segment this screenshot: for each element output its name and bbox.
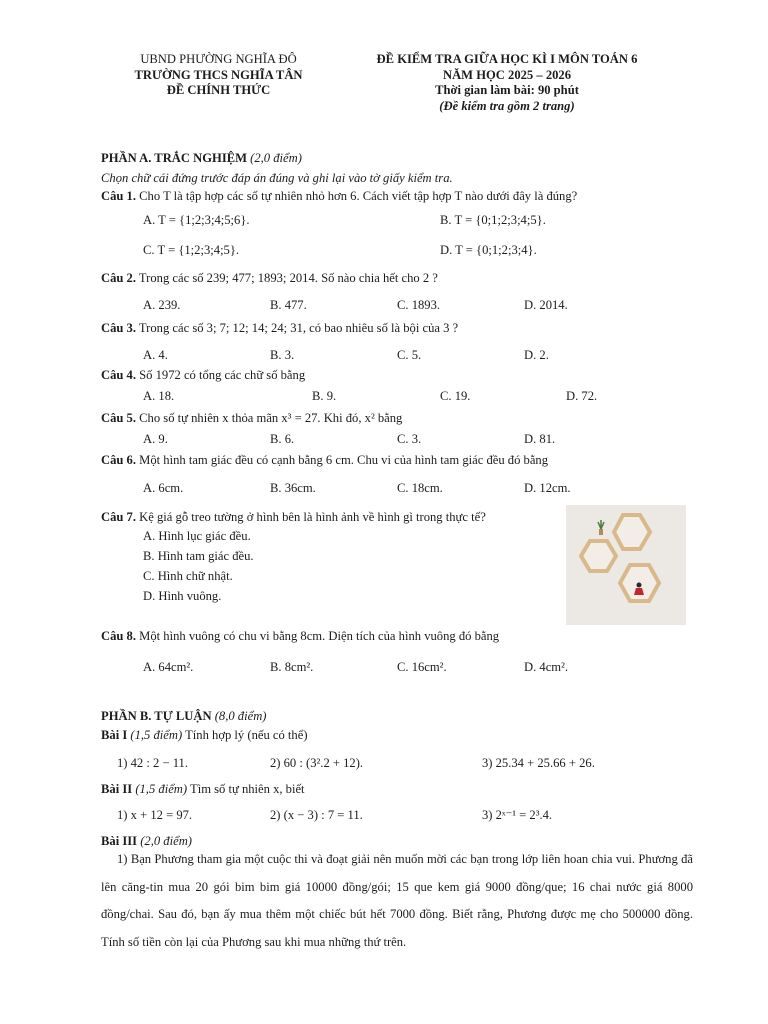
part-a-title [101, 151, 302, 167]
question-4 [101, 368, 305, 384]
time-limit: Thời gian làm bài: 90 phút [435, 83, 579, 98]
exercise-2 [101, 782, 305, 798]
exam-title: ĐỀ KIỂM TRA GIỮA HỌC KÌ I MÔN TOÁN 6 [376, 52, 638, 66]
q8-option-a: A. 64cm². [143, 660, 194, 674]
question-text: Số 1972 có tổng các chữ số bằng [139, 368, 306, 382]
q3-option-b: B. 3. [270, 348, 295, 362]
question-text: Cho số tự nhiên x thỏa mãn x³ = 27. Khi đó, x² bằng [139, 411, 403, 425]
official-label: ĐỀ CHÍNH THỨC [166, 83, 271, 98]
ex2-item-3: 3) 2ˣ⁻¹ = 2³.4. [482, 808, 553, 822]
question-8 [101, 629, 499, 645]
exercise-number: Bài I [101, 728, 128, 742]
authority-name: UBND PHƯỜNG NGHĨA ĐÔ [140, 52, 297, 66]
q2-option-b: B. 477. [270, 298, 307, 312]
header-left [96, 52, 341, 99]
question-text: Trong các số 3; 7; 12; 14; 24; 31, có bao nhiêu số là bội của 3 ? [138, 321, 459, 335]
q5-option-a: A. 9. [143, 432, 168, 446]
q8-option-b: B. 8cm². [270, 660, 314, 674]
exercise-text: Tìm số tự nhiên x, biết [190, 782, 305, 796]
question-text: Một hình tam giác đều có cạnh bằng 6 cm. Chu vi của hình tam giác đều đó bằng [139, 453, 548, 467]
school-name: TRƯỜNG THCS NGHĨA TÂN [134, 67, 303, 82]
q3-option-d: D. 2. [524, 348, 549, 362]
q4-option-b: B. 9. [312, 389, 337, 403]
question-6 [101, 453, 548, 469]
q6-option-b: B. 36cm. [270, 481, 316, 495]
q6-option-a: A. 6cm. [143, 481, 184, 495]
q4-option-c: C. 19. [440, 389, 471, 403]
exercise-number: Bài II [101, 782, 133, 796]
question-text: Cho T là tập hợp các số tự nhiên nhỏ hơn 6. Cách viết tập hợp T nào dưới đây là đúng? [139, 189, 578, 203]
q7-option-d: D. Hình vuông. [143, 589, 222, 603]
part-a-heading: PHẦN A. TRẮC NGHIỆM [101, 151, 248, 165]
ex1-item-3: 3) 25.34 + 25.66 + 26. [482, 756, 595, 770]
question-text: Kệ giá gỗ treo tường ở hình bên là hình ảnh về hình gì trong thực tế? [139, 510, 486, 524]
q2-option-a: A. 239. [143, 298, 181, 312]
question-number: Câu 2. [101, 271, 136, 285]
q5-option-c: C. 3. [397, 432, 422, 446]
school-year: NĂM HỌC 2025 – 2026 [442, 67, 572, 82]
q5-option-d: D. 81. [524, 432, 556, 446]
exercise-1 [101, 728, 308, 744]
q7-option-b: B. Hình tam giác đều. [143, 549, 254, 563]
exercise-points: (2,0 điểm) [140, 834, 192, 848]
q2-option-c: C. 1893. [397, 298, 441, 312]
question-2 [101, 271, 438, 287]
question-number: Câu 3. [101, 321, 136, 335]
q4-option-a: A. 18. [143, 389, 175, 403]
part-a-instruction: Chọn chữ cái đứng trước đáp án đúng và ghi lại vào tờ giấy kiểm tra. [101, 171, 453, 185]
q1-option-a: A. T = {1;2;3;4;5;6}. [143, 213, 250, 227]
ex1-item-2: 2) 60 : (3².2 + 12). [270, 756, 364, 770]
q3-option-a: A. 4. [143, 348, 168, 362]
part-a-points: (2,0 điểm) [250, 151, 302, 165]
q5-option-b: B. 6. [270, 432, 295, 446]
page-count-note: (Đề kiểm tra gồm 2 trang) [439, 99, 575, 114]
exercise-number: Bài III [101, 834, 138, 848]
q6-option-c: C. 18cm. [397, 481, 443, 495]
q7-option-a: A. Hình lục giác đều. [143, 529, 251, 543]
exercise-points: (1,5 điểm) [135, 782, 188, 796]
hexagon-shelf-illustration [566, 505, 686, 625]
question-number: Câu 6. [101, 453, 136, 467]
question-number: Câu 5. [101, 411, 136, 425]
question-7 [101, 510, 486, 526]
q3-option-c: C. 5. [397, 348, 422, 362]
question-text: Trong các số 239; 477; 1893; 2014. Số nào chia hết cho 2 ? [138, 271, 438, 285]
q2-option-d: D. 2014. [524, 298, 568, 312]
q1-option-b: B. T = {0;1;2;3;4;5}. [440, 213, 546, 227]
hexagon-shelf-image [566, 505, 686, 625]
q4-option-d: D. 72. [566, 389, 598, 403]
question-5 [101, 411, 402, 427]
ex1-item-1: 1) 42 : 2 − 11. [117, 756, 188, 770]
q8-option-d: D. 4cm². [524, 660, 568, 674]
header-right [352, 52, 662, 115]
ex2-item-2: 2) (x − 3) : 7 = 11. [270, 808, 363, 822]
part-b-heading: PHẦN B. TỰ LUẬN [101, 709, 212, 723]
question-number: Câu 4. [101, 368, 136, 382]
q8-option-c: C. 16cm². [397, 660, 447, 674]
part-b-points: (8,0 điểm) [214, 709, 267, 723]
question-number: Câu 8. [101, 629, 136, 643]
part-b-title [101, 709, 266, 725]
exercise-points: (1,5 điểm) [130, 728, 183, 742]
q6-option-d: D. 12cm. [524, 481, 571, 495]
question-3 [101, 321, 458, 337]
question-text: Một hình vuông có chu vi bằng 8cm. Diện tích của hình vuông đó bằng [139, 629, 500, 643]
q7-option-c: C. Hình chữ nhật. [143, 569, 233, 583]
ex2-item-1: 1) x + 12 = 97. [117, 808, 193, 822]
question-1 [101, 189, 577, 205]
q1-option-d: D. T = {0;1;2;3;4}. [440, 243, 537, 257]
q1-option-c: C. T = {1;2;3;4;5}. [143, 243, 240, 257]
question-number: Câu 7. [101, 510, 136, 524]
exercise-3-paragraph: 1) Bạn Phương tham gia một cuộc thi và đoạt giải nên muốn mời các bạn trong lớp liên hoan chia vui. Phương đã lên căng-tin mua 20 gói bim bim giá 10000 đồng/gói; 15 que kem giá 9000 đồng/que; 16 chai nước giá 8000 đồng/chai. Sau đó, bạn ấy mua thêm một chiếc bút hết 7000 đồng. Biết rằng, Phương được mẹ cho 500000 đồng. Tính số tiền còn lại của Phương sau khi mua những thứ trên. [101, 852, 693, 949]
question-number: Câu 1. [101, 189, 136, 203]
exercise-text: Tính hợp lý (nếu có thể) [185, 728, 308, 742]
